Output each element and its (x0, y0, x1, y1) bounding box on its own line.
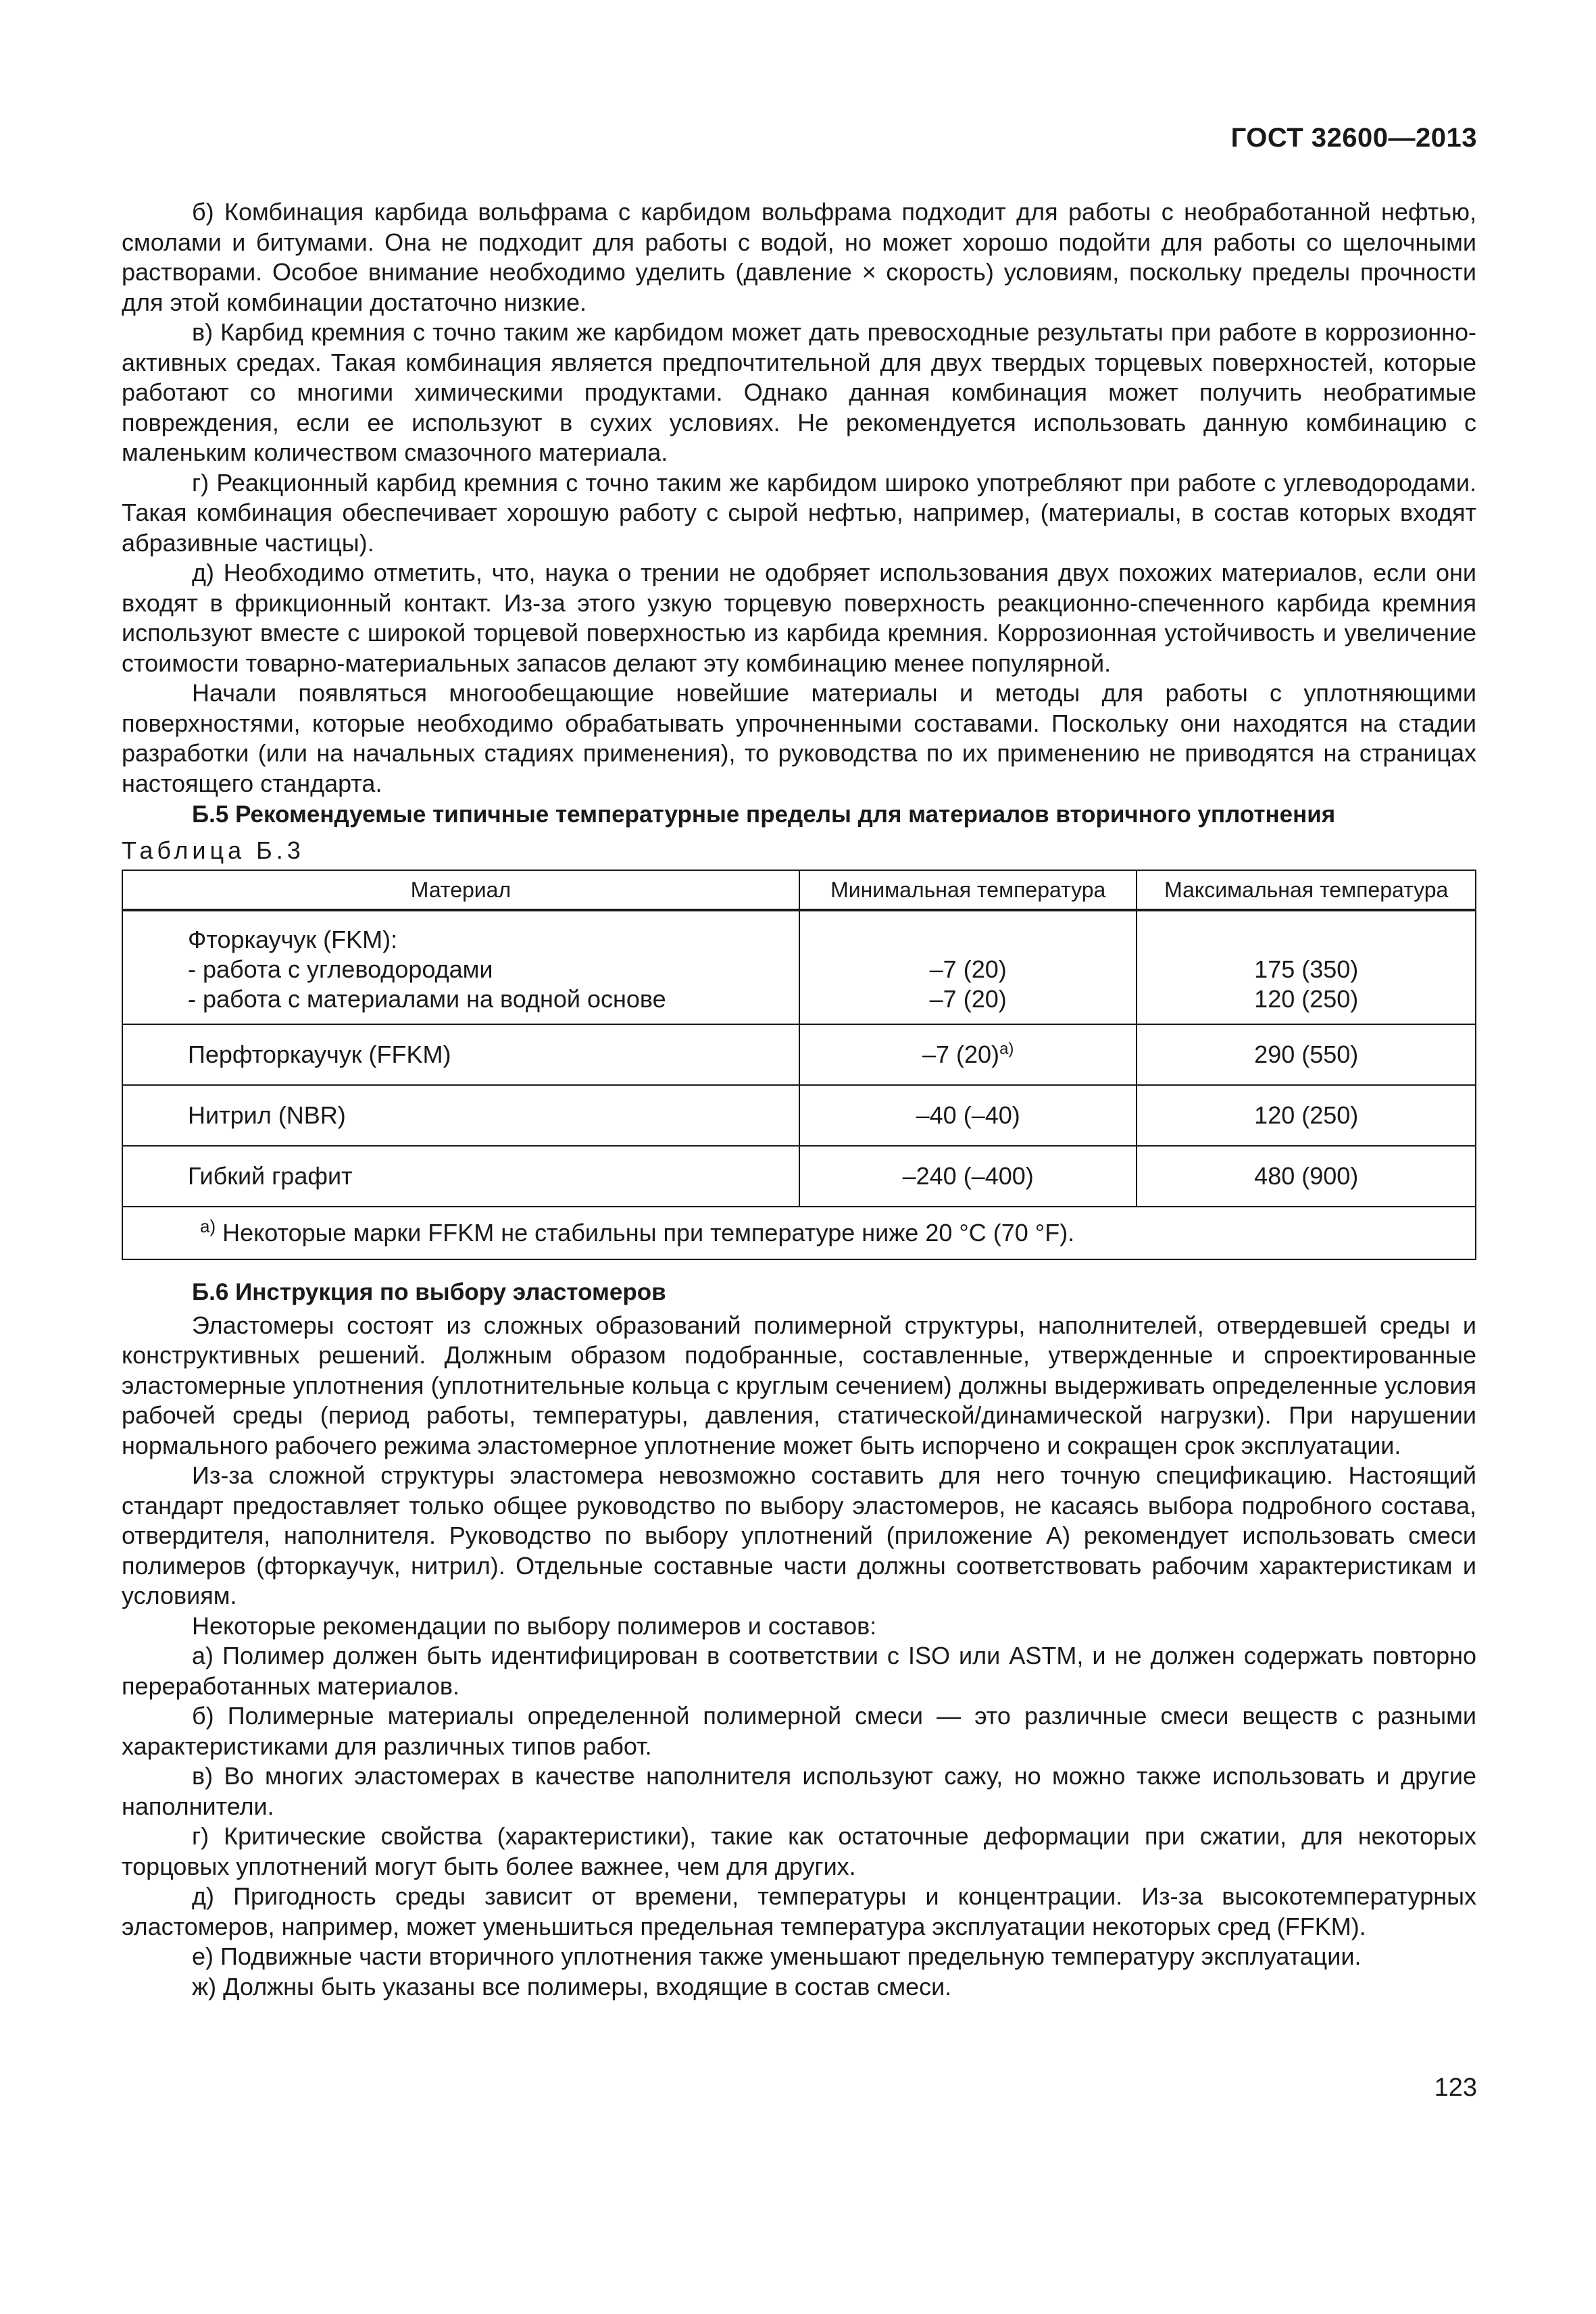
paragraph: Эластомеры состоят из сложных образований полимерной структуры, наполнителей, отвердевшей среды и конструктивных решений. Должным образом подобранные, составленные, утвержденные и спроектированные эластомерные уплотнения (уплотнительные кольца с круглым сечением) должны выдерживать определенные условия рабочей среды (период работы, температуры, давления, статической/динамической нагрузки). При нарушении нормального рабочего режима эластомерное уплотнение может быть испорчено и сокращен срок эксплуатации. (122, 1311, 1476, 1459)
material-cell: Перфторкаучук (FFKM) (122, 1024, 799, 1085)
page-number: 123 (1434, 2073, 1477, 2102)
column-header: Максимальная температура (1137, 870, 1476, 910)
table-row (122, 1146, 1476, 1207)
paragraph: б) Комбинация карбида вольфрама с карбидом вольфрама подходит для работы с необработанной нефтью, смолами и битумами. Она не подходит для работы с водой, но может хорошо подойти для работы со щелочными растворами. Особое внимание необходимо уделить (давление × скорость) условиям, поскольку пределы прочности для этой комбинации достаточно низкие. (122, 198, 1476, 316)
footnote-text: Некоторые марки FFKM не стабильны при температуре ниже 20 °C (70 °F). (222, 1218, 1075, 1247)
section-title-b6: Б.6 Инструкция по выбору эластомеров (192, 1279, 666, 1305)
table-footnote-row (122, 1207, 1476, 1259)
max-temp-cell (1137, 910, 1476, 1024)
min-temp-value: –7 (20) (929, 985, 1007, 1013)
max-temp-value: 120 (250) (1254, 985, 1359, 1013)
list-item: г) Критические свойства (характеристики), такие как остаточные деформации при сжатии, для некоторых торцовых уплотнений могут быть более важнее, чем для других. (122, 1822, 1476, 1880)
paragraph: Начали появляться многообещающие новейшие материалы и методы для работы с уплотняющими поверхностями, которые необходимо обрабатывать упрочненными составами. Поскольку они находятся на стадии разработки (или на начальных стадиях применения), то руководства по их применению не приводятся на страницах настоящего стандарта. (122, 679, 1476, 797)
material-line: - работа с материалами на водной основе (188, 985, 666, 1013)
table-header-row (122, 870, 1476, 910)
table-label: Таблица Б.3 (122, 836, 305, 864)
table-footnote (122, 1207, 1476, 1259)
max-temp-cell: 480 (900) (1137, 1146, 1476, 1207)
material-line: - работа с углеводородами (188, 955, 493, 983)
min-temp-cell: –40 (–40) (799, 1085, 1137, 1146)
section-title-b5: Б.5 Рекомендуемые типичные температурные пределы для материалов вторичного уплотнения (192, 801, 1336, 828)
document-body (122, 197, 1476, 2002)
max-temp-value: 175 (350) (1254, 955, 1359, 983)
paragraph: д) Необходимо отметить, что, наука о трении не одобряет использования двух похожих материалов, если они входят в фрикционный контакт. Из-за этого узкую торцевую поверхность реакционно-спеченного карбида кремния используют вместе с широкой торцевой поверхностью из карбида кремния. Коррозионная устойчивость и увеличение стоимости товарно-материальных запасов делают эту комбинацию менее популярной. (122, 559, 1476, 677)
list-item: е) Подвижные части вторичного уплотнения также уменьшают предельную температуру эксплуатации. (192, 1942, 1362, 1970)
material-cell (122, 910, 799, 1024)
temperature-table (122, 870, 1476, 1260)
material-line: Фторкаучук (FKM): (188, 926, 398, 953)
paragraph: Некоторые рекомендации по выбору полимеров и составов: (192, 1611, 877, 1640)
max-temp-cell: 290 (550) (1137, 1024, 1476, 1085)
paragraph: в) Карбид кремния с точно таким же карбидом может дать превосходные результаты при работе в коррозионно-активных средах. Такая комбинация является предпочтительной для двух твердых торцевых поверхностей, которые работают со многими химическими продуктами. Однако данная комбинация может получить необратимые повреждения, если ее используют в сухих условиях. Не рекомендуется использовать данную комбинацию с маленьким количеством смазочного материала. (122, 318, 1476, 466)
min-temp-value: –7 (20) (929, 955, 1007, 983)
min-temp-cell: –240 (–400) (799, 1146, 1137, 1207)
table-row (122, 1085, 1476, 1146)
min-temp-cell (799, 1024, 1137, 1085)
document-header: ГОСТ 32600—2013 (1230, 123, 1477, 153)
list-item: б) Полимерные материалы определенной полимерной смеси — это различные смеси веществ с разными характеристиками для различных типов работ. (122, 1702, 1476, 1760)
min-temp-value: –7 (20) (922, 1040, 1000, 1068)
footnote-ref: а) (999, 1039, 1014, 1058)
table-row (122, 1024, 1476, 1085)
list-item: ж) Должны быть указаны все полимеры, входящие в состав смеси. (192, 1972, 952, 2001)
paragraph: Из-за сложной структуры эластомера невозможно составить для него точную спецификацию. Настоящий стандарт предоставляет только общее руководство по выбору эластомеров, не касаясь выбора подробного состава, отвердителя, наполнителя. Руководство по выбору уплотнений (приложение А) рекомендует использовать смеси полимеров (фторкаучук, нитрил). Отдельные составные части должны соответствовать рабочим характеристикам и условиям. (122, 1461, 1476, 1609)
table-row (122, 910, 1476, 1024)
column-header: Минимальная температура (799, 870, 1137, 910)
material-cell: Гибкий графит (122, 1146, 799, 1207)
list-item: в) Во многих эластомерах в качестве наполнителя используют сажу, но можно также использовать и другие наполнители. (122, 1762, 1476, 1820)
footnote-mark: а) (200, 1215, 216, 1236)
list-item: а) Полимер должен быть идентифицирован в соответствии с ISO или ASTM, и не должен содержать повторно переработанных материалов. (122, 1642, 1476, 1700)
column-header: Материал (122, 870, 799, 910)
list-item: д) Пригодность среды зависит от времени, температуры и концентрации. Из-за высокотемпературных эластомеров, например, может уменьшиться предельная температура эксплуатации некоторых сред (FFKM). (122, 1882, 1476, 1940)
min-temp-cell (799, 910, 1137, 1024)
paragraph: г) Реакционный карбид кремния с точно таким же карбидом широко употребляют при работе с углеводородами. Такая комбинация обеспечивает хорошую работу с сырой нефтью, например, (материалы, в состав которых входят абразивные частицы). (122, 468, 1476, 557)
material-cell: Нитрил (NBR) (122, 1085, 799, 1146)
max-temp-cell: 120 (250) (1137, 1085, 1476, 1146)
